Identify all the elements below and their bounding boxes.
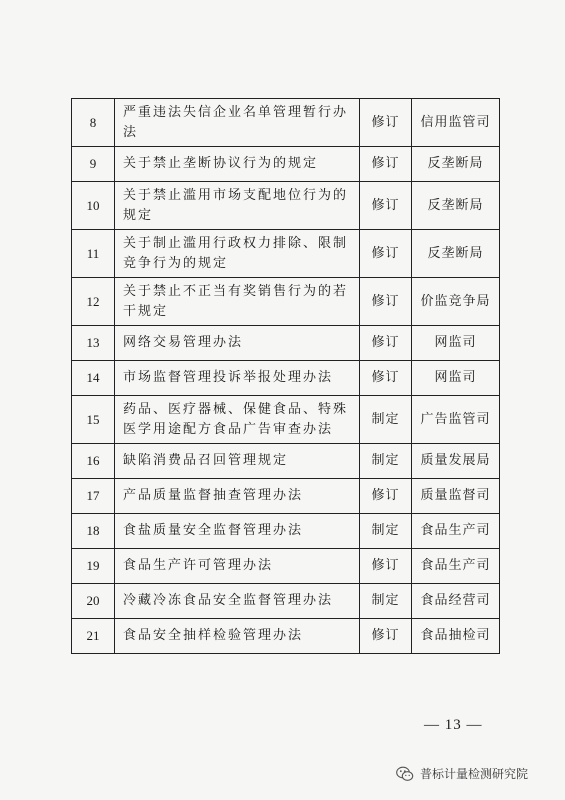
regulation-name: 关于禁止滥用市场支配地位行为的规定 [115, 182, 360, 230]
row-number: 17 [72, 479, 115, 514]
table-row [72, 361, 500, 396]
source-watermark [396, 765, 528, 782]
responsible-department: 价监竞争局 [412, 278, 500, 326]
revision-type: 制定 [360, 396, 412, 444]
row-number: 9 [72, 147, 115, 182]
regulations-table [71, 98, 500, 654]
regulation-name: 药品、医疗器械、保健食品、特殊医学用途配方食品广告审查办法 [115, 396, 360, 444]
table-row [72, 182, 500, 230]
revision-type: 修订 [360, 147, 412, 182]
row-number: 12 [72, 278, 115, 326]
responsible-department: 食品经营司 [412, 584, 500, 619]
regulation-name: 关于禁止不正当有奖销售行为的若干规定 [115, 278, 360, 326]
responsible-department: 广告监管司 [412, 396, 500, 444]
table-row [72, 584, 500, 619]
regulation-name: 冷藏冷冻食品安全监督管理办法 [115, 584, 360, 619]
table-row [72, 514, 500, 549]
table-row [72, 230, 500, 278]
row-number: 15 [72, 396, 115, 444]
responsible-department: 质量监督司 [412, 479, 500, 514]
responsible-department: 网监司 [412, 326, 500, 361]
table-row [72, 147, 500, 182]
responsible-department: 食品生产司 [412, 514, 500, 549]
regulation-name: 食盐质量安全监督管理办法 [115, 514, 360, 549]
regulation-name: 食品安全抽样检验管理办法 [115, 619, 360, 654]
table-row [72, 619, 500, 654]
regulation-name: 市场监督管理投诉举报处理办法 [115, 361, 360, 396]
revision-type: 修订 [360, 230, 412, 278]
regulation-name: 产品质量监督抽查管理办法 [115, 479, 360, 514]
page-number: — 13 — [424, 717, 483, 733]
regulation-name: 关于制止滥用行政权力排除、限制竞争行为的规定 [115, 230, 360, 278]
table-row [72, 479, 500, 514]
responsible-department: 网监司 [412, 361, 500, 396]
row-number: 18 [72, 514, 115, 549]
responsible-department: 反垄断局 [412, 147, 500, 182]
revision-type: 制定 [360, 514, 412, 549]
row-number: 19 [72, 549, 115, 584]
table-row [72, 549, 500, 584]
table-row [72, 278, 500, 326]
revision-type: 修订 [360, 619, 412, 654]
regulation-name: 网络交易管理办法 [115, 326, 360, 361]
table-row [72, 396, 500, 444]
responsible-department: 食品生产司 [412, 549, 500, 584]
responsible-department: 反垄断局 [412, 182, 500, 230]
revision-type: 制定 [360, 584, 412, 619]
responsible-department: 食品抽检司 [412, 619, 500, 654]
row-number: 11 [72, 230, 115, 278]
watermark-text: 普标计量检测研究院 [420, 767, 529, 781]
table-row [72, 444, 500, 479]
revision-type: 修订 [360, 479, 412, 514]
revision-type: 制定 [360, 444, 412, 479]
regulation-name: 关于禁止垄断协议行为的规定 [115, 147, 360, 182]
row-number: 10 [72, 182, 115, 230]
regulation-name: 食品生产许可管理办法 [115, 549, 360, 584]
regulation-name: 严重违法失信企业名单管理暂行办法 [115, 99, 360, 147]
row-number: 16 [72, 444, 115, 479]
row-number: 21 [72, 619, 115, 654]
row-number: 8 [72, 99, 115, 147]
table-row [72, 99, 500, 147]
table-row [72, 326, 500, 361]
revision-type: 修订 [360, 99, 412, 147]
wechat-icon [396, 766, 414, 782]
responsible-department: 信用监管司 [412, 99, 500, 147]
revision-type: 修订 [360, 278, 412, 326]
revision-type: 修订 [360, 182, 412, 230]
revision-type: 修订 [360, 326, 412, 361]
row-number: 20 [72, 584, 115, 619]
revision-type: 修订 [360, 549, 412, 584]
responsible-department: 质量发展局 [412, 444, 500, 479]
regulation-name: 缺陷消费品召回管理规定 [115, 444, 360, 479]
responsible-department: 反垄断局 [412, 230, 500, 278]
row-number: 14 [72, 361, 115, 396]
row-number: 13 [72, 326, 115, 361]
revision-type: 修订 [360, 361, 412, 396]
